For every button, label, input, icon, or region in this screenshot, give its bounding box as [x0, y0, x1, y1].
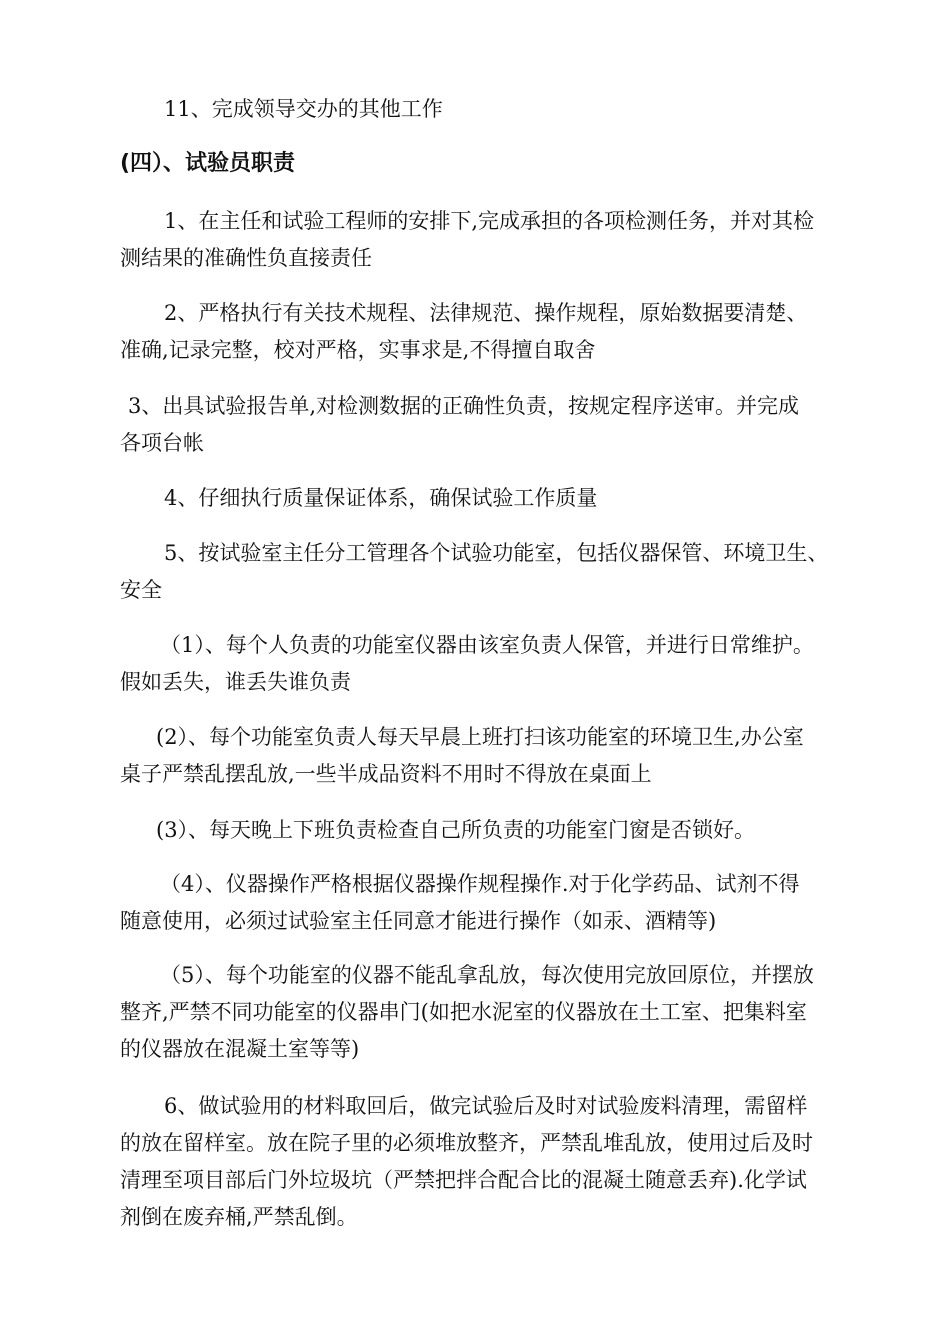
- paragraph-line: 整齐,严禁不同功能室的仪器串门(如把水泥室的仪器放在土工室、把集料室: [120, 1000, 807, 1024]
- paragraph-5-3: [120, 812, 860, 849]
- paragraph-line: 准确,记录完整，校对严格，实事求是,不得擅自取舍: [120, 338, 596, 362]
- paragraph-line: 3、出具试验报告单,对检测数据的正确性负责，按规定程序送审。并完成: [128, 394, 800, 418]
- paragraph-line: 测结果的准确性负直接责任: [120, 246, 372, 270]
- paragraph-line: 6、做试验用的材料取回后，做完试验后及时对试验废料清理，需留样: [164, 1094, 808, 1118]
- paragraph-line: （5）、每个功能室的仪器不能乱拿乱放，每次使用完放回原位，并摆放: [160, 963, 814, 987]
- paragraph-line: 的仪器放在混凝土室等等): [120, 1037, 360, 1061]
- paragraph-2: [120, 295, 860, 369]
- paragraph-line: 2、严格执行有关技术规程、法律规范、操作规程，原始数据要清楚、: [164, 301, 808, 325]
- paragraph-3: [120, 388, 860, 462]
- paragraph-4: [120, 480, 860, 517]
- paragraph-line: 4、仔细执行质量保证体系，确保试验工作质量: [164, 486, 598, 510]
- paragraph-line: 剂倒在废弃桶,严禁乱倒。: [120, 1205, 358, 1229]
- section-heading: (四）、试验员职责: [120, 151, 296, 176]
- item-11: 11、完成领导交办的其他工作: [164, 97, 443, 121]
- paragraph-line: （1）、每个人负责的功能室仪器由该室负责人保管，并进行日常维护。: [160, 633, 814, 657]
- paragraph-line: 清理至项目部后门外垃圾坑（严禁把拌合配合比的混凝土随意丢弃).化学试: [120, 1168, 807, 1192]
- paragraph-line: 各项台帐: [120, 431, 204, 455]
- paragraph-5-4: [120, 866, 860, 940]
- paragraph-line: 1、在主任和试验工程师的安排下,完成承担的各项检测任务，并对其检: [164, 209, 815, 233]
- paragraph-5: [120, 535, 860, 609]
- paragraph-line: 桌子严禁乱摆乱放,一些半成品资料不用时不得放在桌面上: [120, 762, 652, 786]
- paragraph-5-2: [120, 719, 860, 793]
- paragraph-5-5: [120, 957, 860, 1068]
- paragraph-line: 5、按试验室主任分工管理各个试验功能室，包括仪器保管、环境卫生、: [164, 541, 829, 565]
- paragraph-line: 假如丢失，谁丢失谁负责: [120, 670, 351, 694]
- paragraph-line: （4）、仪器操作严格根据仪器操作规程操作.对于化学药品、试剂不得: [160, 872, 800, 896]
- paragraph-line: (2）、每个功能室负责人每天早晨上班打扫该功能室的环境卫生,办公室: [156, 725, 804, 749]
- paragraph-line: 随意使用，必须过试验室主任同意才能进行操作（如汞、酒精等): [120, 909, 717, 933]
- paragraph-line: 安全: [120, 578, 162, 602]
- paragraph-line: 的放在留样室。放在院子里的必须堆放整齐，严禁乱堆乱放，使用过后及时: [120, 1131, 813, 1155]
- paragraph-6: [120, 1088, 860, 1236]
- paragraph-line: (3）、每天晚上下班负责检查自己所负责的功能室门窗是否锁好。: [156, 818, 756, 842]
- paragraph-5-1: [120, 627, 860, 701]
- paragraph-1: [120, 203, 860, 277]
